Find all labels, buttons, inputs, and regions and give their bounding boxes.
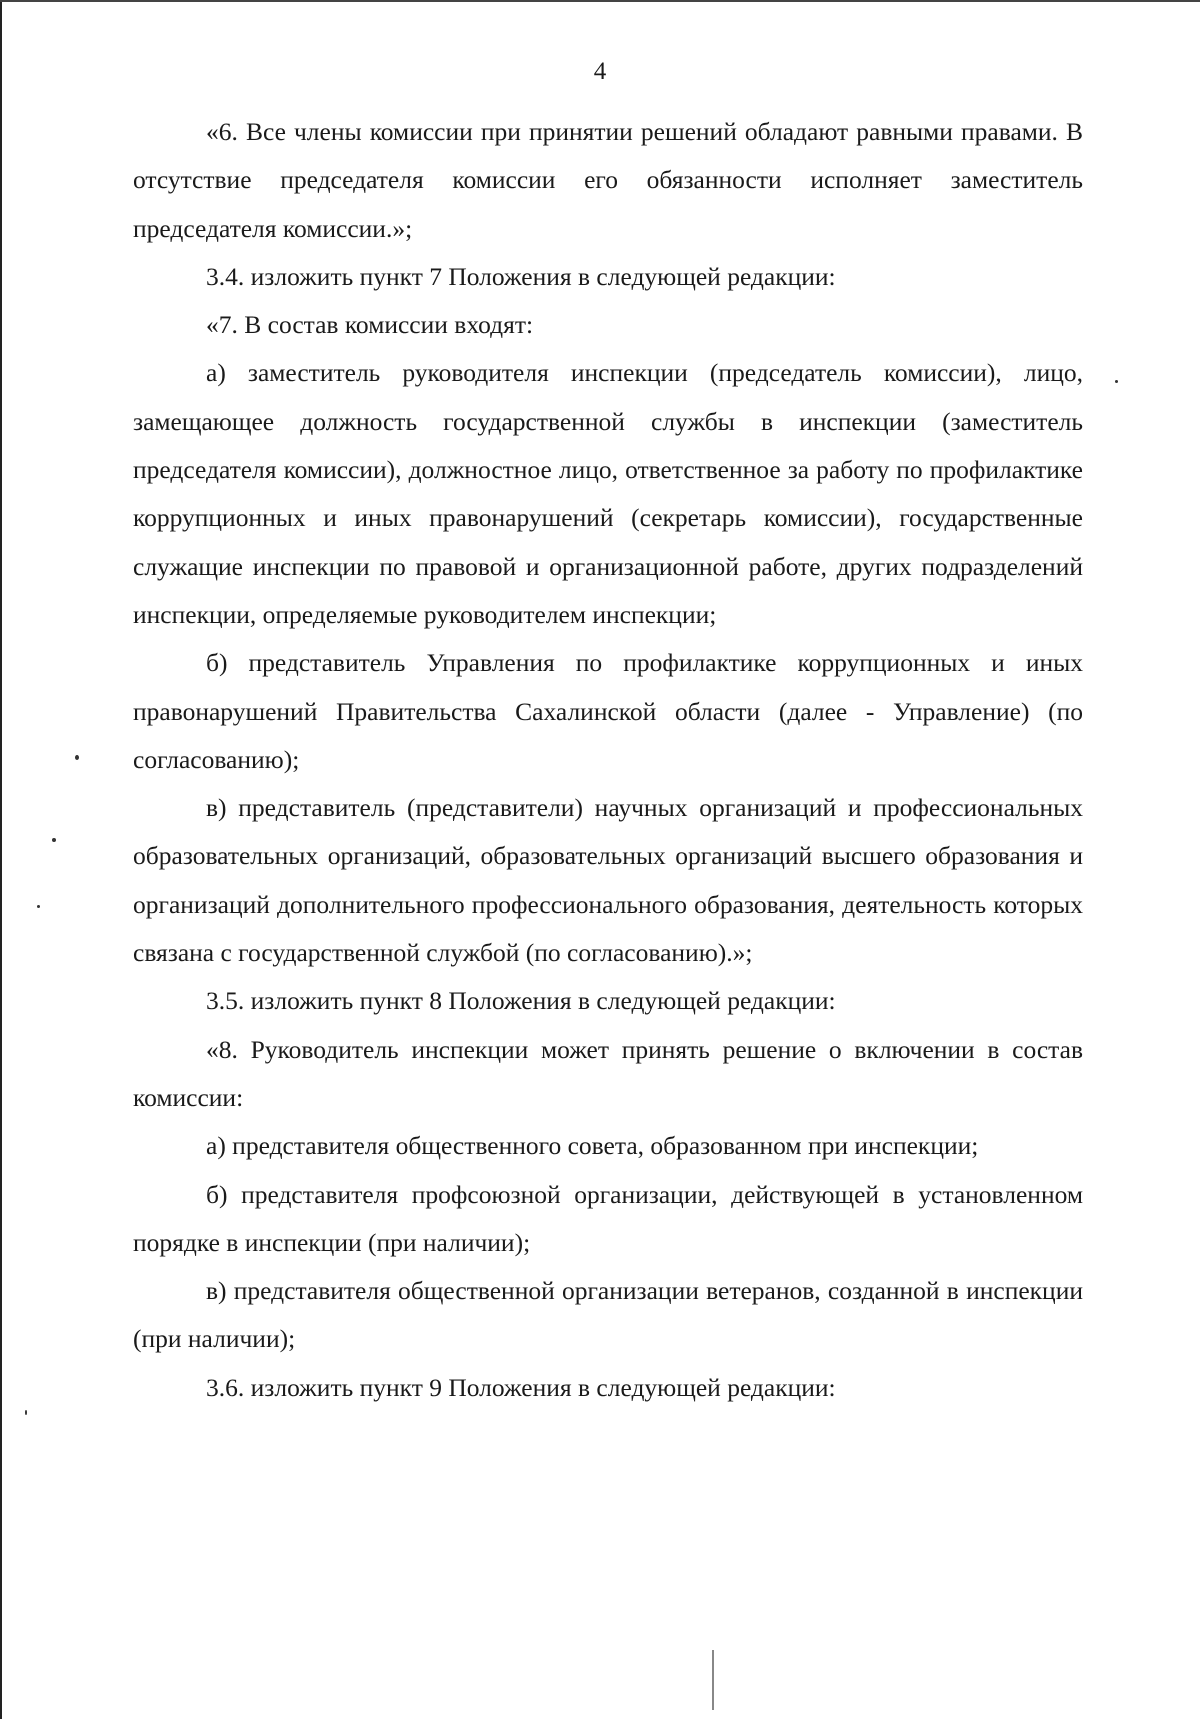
- scan-speck: [75, 755, 79, 760]
- paragraph-7a: а) заместитель руководителя инспекции (председатель комиссии), лицо, замещающее должность государственной службы в инспекции (заместитель председателя комиссии), должностное лицо, ответственное за работу по профилактике коррупционных и иных правонарушений (секретарь комиссии), государственные служащие инспекции по правовой и организационной работе, других подразделений инспекции, определяемые руководителем инспекции;: [133, 358, 1083, 629]
- paragraph-8v: в) представителя общественной организации ветеранов, созданной в инспекции (при наличии);: [133, 1276, 1083, 1354]
- paragraph-8b: б) представителя профсоюзной организации, действующей в установленном порядке в инспекции (при наличии);: [133, 1179, 1083, 1257]
- paragraph-7b: б) представитель Управления по профилактике коррупционных и иных правонарушений Правительства Сахалинской области (далее - Управление) (по согласованию);: [133, 648, 1083, 774]
- page-number: 4: [593, 58, 607, 85]
- paragraph-3-6: 3.6. изложить пункт 9 Положения в следующей редакции:: [206, 1372, 836, 1402]
- paragraph-7v: в) представитель (представители) научных организаций и профессиональных образовательных организаций, образовательных организаций высшего образования и организаций дополнительного профессионального образования, деятельность которых связана с государственной службой (по согласованию).»;: [133, 793, 1083, 968]
- document-body: [133, 108, 1083, 1412]
- scan-edge-left: [0, 0, 2, 1719]
- paragraph-point-8-intro: «8. Руководитель инспекции может принять решение о включении в состав комиссии:: [133, 1034, 1083, 1112]
- paragraph-point-7-intro: «7. В состав комиссии входят:: [206, 310, 534, 340]
- paragraph-3-4: 3.4. изложить пункт 7 Положения в следующей редакции:: [206, 261, 836, 291]
- scan-speck: [25, 1410, 27, 1415]
- paragraph-8a: а) представителя общественного совета, образованном при инспекции;: [206, 1131, 979, 1161]
- scan-edge-top: [0, 0, 1200, 2]
- scan-speck: [712, 1650, 714, 1710]
- scan-speck: [52, 838, 56, 842]
- scan-speck: [1115, 380, 1118, 383]
- scan-speck: [37, 905, 40, 908]
- paragraph-3-5: 3.5. изложить пункт 8 Положения в следующей редакции:: [206, 986, 836, 1016]
- paragraph-point-6: «6. Все члены комиссии при принятии решений обладают равными правами. В отсутствие председателя комиссии его обязанности исполняет заместитель председателя комиссии.»;: [133, 117, 1083, 243]
